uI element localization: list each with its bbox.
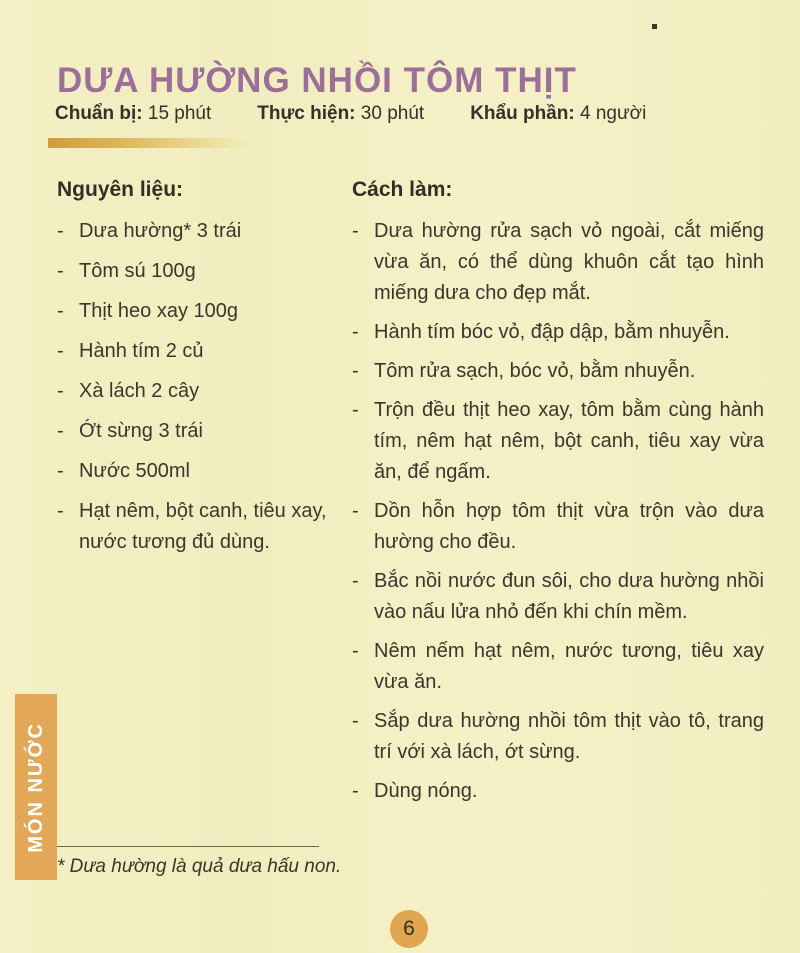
dash-bullet: - <box>57 260 64 282</box>
dash-bullet: - <box>57 380 64 402</box>
dash-bullet: - <box>352 220 359 242</box>
servings-value: 4 người <box>579 103 647 124</box>
cook-time <box>257 103 424 125</box>
page-number-badge <box>390 910 428 948</box>
method-step: - Nêm nếm hạt nêm, nước tương, tiêu xay vừa ăn. <box>352 636 764 698</box>
dash-bullet: - <box>352 321 359 343</box>
method-step: - Dưa hường rửa sạch vỏ ngoài, cắt miếng vừa ăn, có thể dùng khuôn cắt tạo hình miếng dưa cho đẹp mắt. <box>352 216 764 309</box>
chapter-tab-mon-nuoc <box>15 694 57 880</box>
dash-bullet: - <box>57 420 64 442</box>
method-section <box>352 178 764 815</box>
print-artifact-dot <box>652 24 657 29</box>
dash-bullet: - <box>352 500 359 522</box>
dash-bullet: - <box>57 460 64 482</box>
dash-bullet: - <box>352 640 359 662</box>
ingredient-item: - Xà lách 2 cây <box>57 376 327 407</box>
method-step: - Trộn đều thịt heo xay, tôm bằm cùng hành tím, nêm hạt nêm, bột canh, tiêu xay vừa ăn, để ngấm. <box>352 395 764 488</box>
ingredient-item: - Dưa hường* 3 trái <box>57 216 327 247</box>
servings-label: Khẩu phần: <box>470 103 575 124</box>
ingredient-item: - Hạt nêm, bột canh, tiêu xay, nước tương đủ dùng. <box>57 496 327 558</box>
method-step: - Hành tím bóc vỏ, đập dập, bằm nhuyễn. <box>352 317 764 348</box>
recipe-meta <box>55 103 646 125</box>
method-step: - Dồn hỗn hợp tôm thịt vừa trộn vào dưa hường cho đều. <box>352 496 764 558</box>
dash-bullet: - <box>352 570 359 592</box>
method-step: - Sắp dưa hường nhồi tôm thịt vào tô, trang trí với xà lách, ớt sừng. <box>352 706 764 768</box>
ingredients-heading: Nguyên liệu: <box>57 178 184 201</box>
ingredients-section <box>57 178 327 815</box>
method-step: - Bắc nồi nước đun sôi, cho dưa hường nhồi vào nấu lửa nhỏ đến khi chín mềm. <box>352 566 764 628</box>
method-step: - Tôm rửa sạch, bóc vỏ, bằm nhuyễn. <box>352 356 764 387</box>
ingredient-item: - Ớt sừng 3 trái <box>57 416 327 447</box>
cook-time-value: 30 phút <box>360 103 425 124</box>
page-number-text: 6 <box>403 917 415 940</box>
method-step: - Dùng nóng. <box>352 776 764 807</box>
dash-bullet: - <box>57 340 64 362</box>
ingredient-item: - Nước 500ml <box>57 456 327 487</box>
content-columns <box>57 178 764 815</box>
servings <box>470 103 646 125</box>
method-steps-list <box>352 216 764 807</box>
chapter-tab-label: MÓN NƯỚC <box>24 721 47 853</box>
dash-bullet: - <box>57 500 64 522</box>
prep-time-label: Chuẩn bị: <box>55 103 143 124</box>
ingredient-item: - Thịt heo xay 100g <box>57 296 327 327</box>
dash-bullet: - <box>352 710 359 732</box>
dash-bullet: - <box>57 220 64 242</box>
prep-time <box>55 103 211 125</box>
footnote: * Dưa hường là quả dưa hấu non. <box>57 846 319 878</box>
dash-bullet: - <box>352 399 359 421</box>
gold-gradient-divider <box>48 138 248 148</box>
prep-time-value: 15 phút <box>147 103 212 124</box>
page-title: DƯA HƯỜNG NHỒI TÔM THỊT <box>57 61 577 101</box>
cook-time-label: Thực hiện: <box>257 103 356 124</box>
ingredient-item: - Tôm sú 100g <box>57 256 327 287</box>
method-heading: Cách làm: <box>352 178 453 201</box>
dash-bullet: - <box>352 780 359 802</box>
ingredient-item: - Hành tím 2 củ <box>57 336 327 367</box>
dash-bullet: - <box>352 360 359 382</box>
dash-bullet: - <box>57 300 64 322</box>
ingredients-list <box>57 216 327 558</box>
